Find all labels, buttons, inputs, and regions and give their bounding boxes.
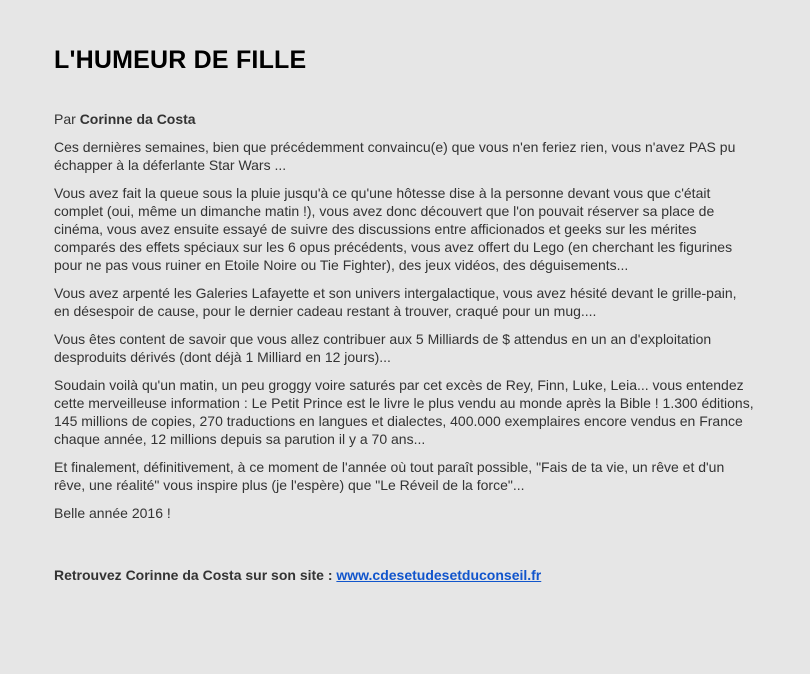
- byline-prefix: Par: [54, 111, 80, 127]
- paragraph-6: Et finalement, définitivement, à ce moment de l'année où tout paraît possible, "Fais de ta vie, un rêve et d'un rêve, une réalité" vous inspire plus (je l'espère) que "Le Réveil de la force"...: [54, 459, 725, 493]
- footer-text: Retrouvez Corinne da Costa sur son site :: [54, 567, 337, 583]
- paragraph-2: Vous avez fait la queue sous la pluie jusqu'à ce qu'une hôtesse dise à la personne devant vous que c'était complet (oui, même un dimanche matin !), vous avez donc découvert que l'on pouvait réserver sa place de cinéma, vous avez ensuite essayé de suivre des discussions entre afficionados et geeks sur les mérites comparés des effets spéciaux sur les 6 opus précédents, vous avez offert du Lego (en cherchant les figurines pour ne pas vous ruiner en Etoile Noire ou Tie Fighter), des jeux vidéos, des déguisements...: [54, 185, 733, 273]
- footer-promo: [54, 566, 754, 584]
- article: [54, 44, 754, 584]
- author-name: Corinne da Costa: [79, 111, 196, 127]
- paragraph-5: Soudain voilà qu'un matin, un peu groggy voire saturés par cet excès de Rey, Finn, Luke, Leia... vous entendez cette merveilleuse information : Le Petit Prince est le livre le plus vendu au monde après la Bible ! 1.300 éditions, 145 millions de copies, 270 traductions en langues et dialectes, 400.000 exemplaires encore vendus en France chaque année, 12 millions depuis sa parution il y a 70 ans...: [54, 377, 754, 447]
- closing-line: Belle année 2016 !: [54, 505, 171, 521]
- paragraph-1: Ces dernières semaines, bien que précédemment convaincu(e) que vous n'en feriez rien, vous n'avez PAS pu échapper à la déferlante Star Wars ...: [54, 139, 736, 173]
- paragraph-3: Vous avez arpenté les Galeries Lafayette et son univers intergalactique, vous avez hésité devant le grille-pain, en désespoir de cause, pour le dernier cadeau restant à trouver, craqué pour un mug....: [54, 285, 737, 319]
- author-site-link[interactable]: www.cdesetudesetduconseil.fr: [336, 567, 542, 583]
- paragraph-4: Vous êtes content de savoir que vous allez contribuer aux 5 Milliards de $ attendus en un an d'exploitation desproduits dérivés (dont déjà 1 Milliard en 12 jours)...: [54, 331, 712, 365]
- byline: [54, 110, 754, 128]
- article-title: L'HUMEUR DE FILLE: [54, 46, 307, 74]
